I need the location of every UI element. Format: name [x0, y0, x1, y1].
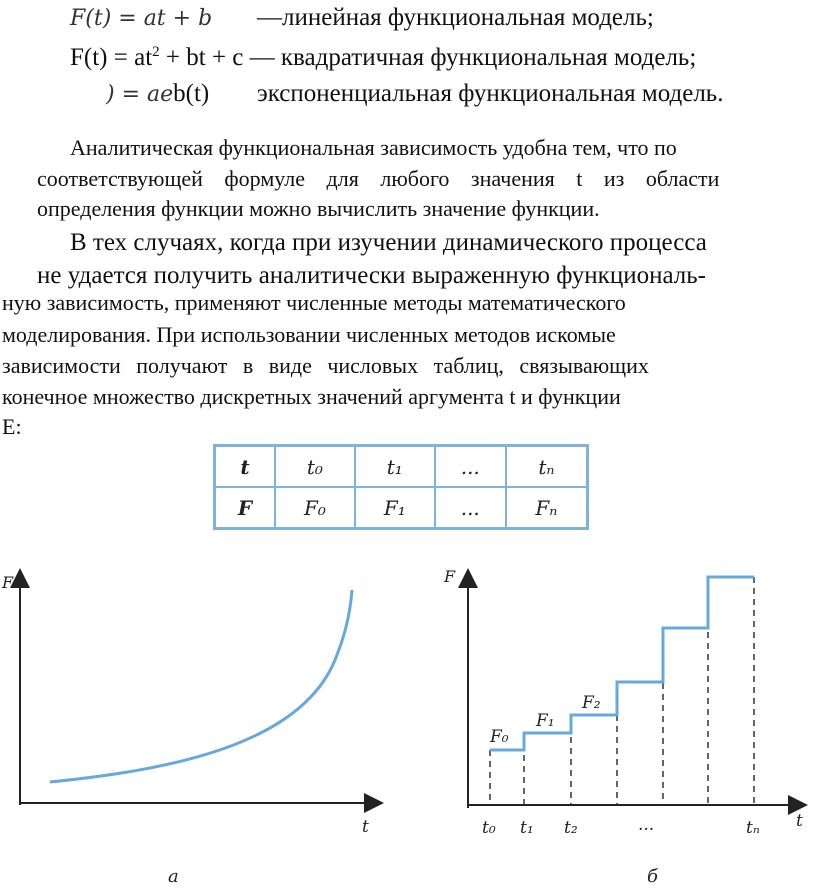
table-row — [215, 446, 588, 488]
quad-prefix: F(t) = at — [70, 44, 153, 71]
y-axis-label: F — [444, 567, 456, 586]
step-label-f1: F₁ — [536, 711, 555, 731]
paragraph2-line3: ную зависимость, применяют численные методы математического — [2, 290, 626, 315]
paragraph1-line1: Аналитическая функциональная зависимость удобна тем, что по — [70, 135, 677, 160]
linear-model-text: —линейная функциональная модель; — [257, 4, 654, 31]
exponential-model-text: экспоненциальная функциональная модель. — [257, 80, 724, 107]
quad-suffix: + bt + c — квадратичная функциональная модель; — [159, 44, 697, 71]
quad-exponent: 2 — [152, 44, 160, 60]
table-cell: t₁ — [355, 446, 435, 488]
table-cell: ... — [435, 487, 506, 529]
table-cell: F₁ — [355, 487, 435, 529]
quadratic-model-line — [70, 44, 696, 72]
y-axis-label: F — [2, 573, 14, 592]
exp-formula: ) = ae — [106, 82, 174, 107]
exponential-curve — [50, 590, 352, 782]
paragraph2-line5: зависимости получают в виде числовых таблиц, связывающих — [2, 353, 649, 378]
dashed-guides — [490, 577, 754, 805]
table-row — [215, 487, 588, 529]
figure-a-caption: а — [168, 866, 179, 887]
linear-formula: F(t) = at + b — [70, 6, 213, 31]
paragraph2-line1: В тех случаях, когда при изучении динамического процесса — [70, 229, 707, 256]
tick-label-t1: t₁ — [520, 818, 534, 838]
step-label-f0: F₀ — [490, 727, 509, 747]
paragraph1-line3: определения функции можно вычислить значение функции. — [37, 196, 600, 221]
tick-label-ellipsis: ... — [638, 815, 655, 835]
tick-label-tn: tₙ — [746, 818, 760, 838]
x-axis-label: t — [796, 811, 803, 831]
figure-b — [420, 560, 816, 889]
table-cell: t₀ — [275, 446, 355, 488]
table-cell: F — [215, 487, 276, 529]
figure-b-caption: б — [647, 866, 658, 887]
exp-tail: b(t) — [173, 80, 210, 107]
paragraph2-line7: E: — [2, 414, 22, 439]
table-cell: Fₙ — [506, 487, 588, 529]
table-cell: t — [215, 446, 276, 488]
paragraph2-line2: не удается получить аналитически выраженную функциональ- — [37, 262, 706, 289]
table-cell: tₙ — [506, 446, 588, 488]
table-cell: F₀ — [275, 487, 355, 529]
exponential-model-line — [106, 80, 209, 108]
paragraph2-line6: конечное множество дискретных значений аргумента t и функции — [2, 384, 621, 409]
tick-label-t0: t₀ — [482, 818, 496, 838]
step-label-f2: F₂ — [582, 693, 601, 713]
values-table — [213, 444, 589, 530]
table-cell: ... — [435, 446, 506, 488]
figure-a — [0, 560, 400, 889]
paragraph1-line2: соответствующей формуле для любого значения t из области — [37, 166, 720, 191]
paragraph2-line4: моделирования. При использовании численных методов искомые — [2, 322, 616, 347]
step-function — [490, 577, 754, 750]
x-axis-label: t — [362, 817, 369, 837]
tick-label-t2: t₂ — [564, 818, 578, 838]
